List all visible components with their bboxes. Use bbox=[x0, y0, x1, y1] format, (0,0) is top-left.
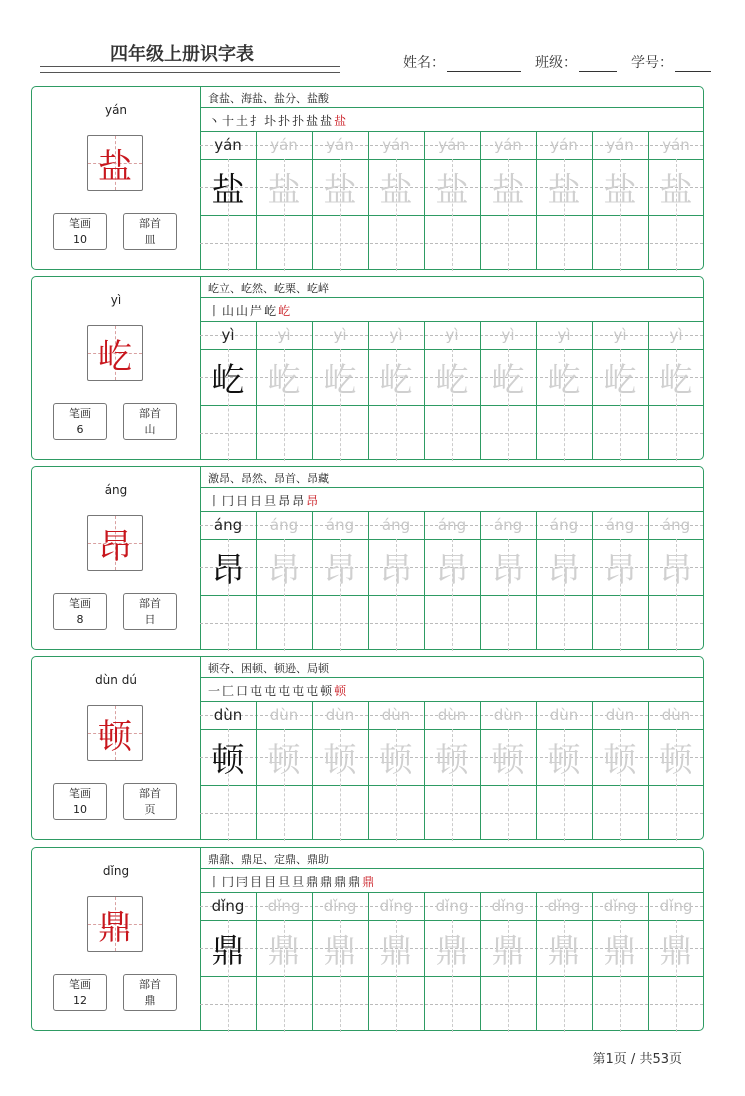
stroke-count-label: 笔画 bbox=[69, 217, 91, 230]
radical-box bbox=[123, 783, 177, 820]
stroke-step: 鼎 bbox=[348, 875, 363, 889]
stroke-step: 丨 bbox=[208, 304, 223, 318]
main-character: 顿 bbox=[98, 716, 132, 757]
character-card bbox=[31, 656, 704, 840]
practice-pinyin: yì bbox=[277, 326, 291, 344]
grid-line bbox=[200, 297, 703, 298]
stroke-step: 口 bbox=[236, 684, 251, 698]
radical-value: 日 bbox=[144, 613, 156, 626]
practice-character: 顿 bbox=[659, 739, 693, 779]
practice-pinyin: áng bbox=[661, 516, 691, 534]
practice-character: 昂 bbox=[603, 549, 637, 589]
character-pinyin: yì bbox=[110, 293, 122, 307]
practice-character: 屹 bbox=[267, 359, 301, 399]
radical-label: 部首 bbox=[139, 597, 161, 610]
practice-pinyin: yán bbox=[550, 136, 578, 154]
practice-character: 屹 bbox=[211, 359, 245, 399]
stroke-step: 屯 bbox=[292, 684, 307, 698]
stroke-step: 鼎 bbox=[362, 875, 377, 889]
student-info bbox=[403, 52, 711, 72]
radical-value: 鼎 bbox=[144, 994, 156, 1007]
name-label: 姓名： bbox=[403, 55, 445, 71]
practice-character: 屹 bbox=[659, 359, 693, 399]
practice-pinyin: áng bbox=[213, 516, 243, 534]
character-box bbox=[87, 325, 143, 381]
stroke-count-value: 10 bbox=[73, 803, 87, 816]
practice-pinyin: áng bbox=[437, 516, 467, 534]
practice-pinyin: dùn bbox=[381, 706, 411, 724]
stroke-step: 丨 bbox=[208, 494, 223, 508]
stroke-step: 鼎 bbox=[306, 875, 321, 889]
practice-character: 盐 bbox=[211, 169, 245, 209]
practice-character: 盐 bbox=[547, 169, 581, 209]
practice-pinyin: yì bbox=[333, 326, 347, 344]
practice-character: 盐 bbox=[435, 169, 469, 209]
practice-pinyin: dǐng bbox=[659, 897, 693, 915]
practice-pinyin: dǐng bbox=[435, 897, 469, 915]
page-title: 四年级上册识字表 bbox=[110, 44, 254, 65]
practice-character: 屹 bbox=[491, 359, 525, 399]
practice-character: 顿 bbox=[491, 739, 525, 779]
stroke-step: 丨 bbox=[208, 875, 223, 889]
practice-character: 盐 bbox=[323, 169, 357, 209]
stroke-step: 顿 bbox=[334, 684, 349, 698]
practice-character: 屹 bbox=[603, 359, 637, 399]
practice-character: 昂 bbox=[491, 549, 525, 589]
stroke-step: 鼎 bbox=[320, 875, 335, 889]
stroke-count-label: 笔画 bbox=[69, 978, 91, 991]
character-box bbox=[87, 705, 143, 761]
practice-pinyin: dǐng bbox=[323, 897, 357, 915]
grid-line bbox=[200, 677, 703, 678]
stroke-count-label: 笔画 bbox=[69, 787, 91, 800]
stroke-step: 屹 bbox=[264, 304, 279, 318]
practice-pinyin: dǐng bbox=[211, 897, 245, 915]
practice-pinyin: áng bbox=[549, 516, 579, 534]
practice-character: 鼎 bbox=[267, 930, 301, 970]
stroke-step: 旦 bbox=[292, 875, 307, 889]
practice-character: 盐 bbox=[491, 169, 525, 209]
radical-box bbox=[123, 213, 177, 250]
main-character: 鼎 bbox=[98, 907, 132, 948]
stroke-step: 昂 bbox=[306, 494, 321, 508]
practice-character: 鼎 bbox=[211, 930, 245, 970]
character-pinyin: áng bbox=[104, 483, 128, 497]
practice-character: 昂 bbox=[267, 549, 301, 589]
character-card bbox=[31, 847, 704, 1031]
main-character: 昂 bbox=[98, 526, 132, 567]
practice-pinyin: yán bbox=[438, 136, 466, 154]
stroke-step: 日 bbox=[250, 494, 265, 508]
practice-character: 鼎 bbox=[547, 930, 581, 970]
practice-character: 昂 bbox=[547, 549, 581, 589]
character-pinyin: dùn dú bbox=[95, 673, 137, 687]
example-words: 鼎鼐、鼎足、定鼎、鼎助 bbox=[208, 853, 329, 866]
radical-box bbox=[123, 403, 177, 440]
stroke-step: 一 bbox=[208, 684, 223, 698]
practice-pinyin: áng bbox=[269, 516, 299, 534]
stroke-count-value: 12 bbox=[73, 994, 87, 1007]
practice-character: 盐 bbox=[267, 169, 301, 209]
practice-pinyin: yán bbox=[494, 136, 522, 154]
radical-label: 部首 bbox=[139, 217, 161, 230]
stroke-order bbox=[208, 873, 376, 890]
practice-pinyin: yán bbox=[270, 136, 298, 154]
practice-pinyin: dǐng bbox=[603, 897, 637, 915]
stroke-step: 日 bbox=[236, 494, 251, 508]
stroke-order bbox=[208, 302, 292, 319]
stroke-step: 鼎 bbox=[334, 875, 349, 889]
practice-pinyin: dùn bbox=[549, 706, 579, 724]
example-words: 食盐、海盐、盐分、盐酸 bbox=[208, 92, 329, 105]
stroke-step: 冂 bbox=[222, 494, 237, 508]
character-card bbox=[31, 276, 704, 460]
practice-pinyin: yì bbox=[501, 326, 515, 344]
practice-pinyin: dùn bbox=[437, 706, 467, 724]
stroke-step: 冂 bbox=[222, 875, 237, 889]
page-footer: 第1页 / 共53页 bbox=[592, 1052, 682, 1067]
character-card bbox=[31, 86, 704, 270]
stroke-step: 昂 bbox=[292, 494, 307, 508]
practice-pinyin: dǐng bbox=[267, 897, 301, 915]
practice-character: 昂 bbox=[211, 549, 245, 589]
practice-character: 顿 bbox=[603, 739, 637, 779]
practice-character: 昂 bbox=[323, 549, 357, 589]
stroke-count-value: 6 bbox=[76, 423, 84, 436]
practice-pinyin: yán bbox=[606, 136, 634, 154]
practice-character: 鼎 bbox=[435, 930, 469, 970]
stroke-step: 顿 bbox=[320, 684, 335, 698]
radical-box bbox=[123, 593, 177, 630]
practice-pinyin: yì bbox=[669, 326, 683, 344]
practice-pinyin: dùn bbox=[213, 706, 243, 724]
grid-line bbox=[200, 107, 703, 108]
character-info-panel bbox=[32, 657, 201, 839]
practice-pinyin: dǐng bbox=[547, 897, 581, 915]
practice-pinyin: yán bbox=[326, 136, 354, 154]
practice-character: 顿 bbox=[379, 739, 413, 779]
practice-pinyin: yán bbox=[214, 136, 242, 154]
practice-character: 盐 bbox=[659, 169, 693, 209]
stroke-step: 山 bbox=[236, 304, 251, 318]
practice-character: 鼎 bbox=[491, 930, 525, 970]
character-pinyin: dǐng bbox=[102, 864, 130, 878]
name-field[interactable] bbox=[447, 57, 521, 72]
character-info-panel bbox=[32, 277, 201, 459]
stroke-step: 十 bbox=[222, 114, 237, 128]
practice-pinyin: yán bbox=[382, 136, 410, 154]
practice-character: 鼎 bbox=[379, 930, 413, 970]
stroke-step: 屯 bbox=[264, 684, 279, 698]
stroke-step: 丶 bbox=[208, 114, 223, 128]
practice-pinyin: áng bbox=[381, 516, 411, 534]
practice-pinyin: áng bbox=[493, 516, 523, 534]
practice-character: 屹 bbox=[547, 359, 581, 399]
example-words: 激昂、昂然、昂首、昂藏 bbox=[208, 472, 329, 485]
stroke-step: 屯 bbox=[250, 684, 265, 698]
radical-label: 部首 bbox=[139, 978, 161, 991]
practice-character: 顿 bbox=[267, 739, 301, 779]
practice-pinyin: yì bbox=[557, 326, 571, 344]
main-character: 盐 bbox=[98, 146, 132, 187]
stroke-step: 匚 bbox=[222, 684, 237, 698]
stroke-step: 屵 bbox=[250, 304, 265, 318]
main-character: 屹 bbox=[98, 336, 132, 377]
radical-box bbox=[123, 974, 177, 1011]
stroke-step: 目 bbox=[264, 875, 279, 889]
character-box bbox=[87, 515, 143, 571]
class-field[interactable] bbox=[579, 57, 617, 72]
id-label: 学号： bbox=[631, 55, 673, 71]
stroke-count-label: 笔画 bbox=[69, 597, 91, 610]
character-info-panel bbox=[32, 848, 201, 1030]
character-info-panel bbox=[32, 87, 201, 269]
stroke-step: 屯 bbox=[306, 684, 321, 698]
stroke-count-value: 8 bbox=[76, 613, 84, 626]
practice-pinyin: yì bbox=[445, 326, 459, 344]
practice-pinyin: yì bbox=[389, 326, 403, 344]
stroke-step: 土 bbox=[236, 114, 251, 128]
stroke-step: 目 bbox=[250, 875, 265, 889]
stroke-step: 圤 bbox=[264, 114, 279, 128]
radical-value: 山 bbox=[144, 423, 156, 436]
grid-line bbox=[200, 487, 703, 488]
id-field[interactable] bbox=[675, 57, 711, 72]
practice-pinyin: dùn bbox=[493, 706, 523, 724]
practice-character: 昂 bbox=[659, 549, 693, 589]
practice-character: 顿 bbox=[211, 739, 245, 779]
stroke-step: 扌 bbox=[250, 114, 265, 128]
stroke-step: 盐 bbox=[320, 114, 335, 128]
stroke-count-box bbox=[53, 783, 107, 820]
practice-pinyin: yì bbox=[613, 326, 627, 344]
title-rule bbox=[40, 66, 340, 73]
stroke-step: 扑 bbox=[292, 114, 307, 128]
practice-pinyin: dùn bbox=[325, 706, 355, 724]
character-card bbox=[31, 466, 704, 650]
practice-pinyin: yì bbox=[221, 326, 235, 344]
stroke-order bbox=[208, 492, 320, 509]
practice-pinyin: dùn bbox=[269, 706, 299, 724]
stroke-order bbox=[208, 682, 348, 699]
stroke-count-box bbox=[53, 213, 107, 250]
stroke-order bbox=[208, 112, 348, 129]
grid-line bbox=[200, 868, 703, 869]
practice-pinyin: yán bbox=[662, 136, 690, 154]
practice-character: 屹 bbox=[323, 359, 357, 399]
stroke-step: 山 bbox=[222, 304, 237, 318]
stroke-count-value: 10 bbox=[73, 233, 87, 246]
practice-character: 昂 bbox=[379, 549, 413, 589]
practice-character: 屹 bbox=[379, 359, 413, 399]
stroke-step: 屹 bbox=[278, 304, 293, 318]
practice-pinyin: áng bbox=[325, 516, 355, 534]
practice-character: 顿 bbox=[323, 739, 357, 779]
stroke-count-label: 笔画 bbox=[69, 407, 91, 420]
practice-character: 顿 bbox=[547, 739, 581, 779]
character-info-panel bbox=[32, 467, 201, 649]
stroke-step: 旦 bbox=[264, 494, 279, 508]
practice-pinyin: dǐng bbox=[491, 897, 525, 915]
practice-character: 鼎 bbox=[659, 930, 693, 970]
stroke-step: 扑 bbox=[278, 114, 293, 128]
practice-pinyin: dùn bbox=[661, 706, 691, 724]
stroke-count-box bbox=[53, 974, 107, 1011]
practice-character: 鼎 bbox=[603, 930, 637, 970]
radical-value: 皿 bbox=[144, 233, 156, 246]
example-words: 顿夺、困顿、顿逊、局顿 bbox=[208, 662, 329, 675]
radical-label: 部首 bbox=[139, 787, 161, 800]
radical-label: 部首 bbox=[139, 407, 161, 420]
example-words: 屹立、屹然、屹栗、屹崪 bbox=[208, 282, 329, 295]
stroke-count-box bbox=[53, 593, 107, 630]
stroke-step: 昂 bbox=[278, 494, 293, 508]
stroke-step: 盐 bbox=[334, 114, 349, 128]
character-box bbox=[87, 896, 143, 952]
practice-character: 盐 bbox=[603, 169, 637, 209]
radical-value: 页 bbox=[144, 803, 156, 816]
practice-pinyin: dǐng bbox=[379, 897, 413, 915]
practice-pinyin: dùn bbox=[605, 706, 635, 724]
stroke-step: 屯 bbox=[278, 684, 293, 698]
practice-character: 屹 bbox=[435, 359, 469, 399]
stroke-step: 旦 bbox=[278, 875, 293, 889]
practice-character: 鼎 bbox=[323, 930, 357, 970]
class-label: 班级： bbox=[535, 55, 577, 71]
stroke-count-box bbox=[53, 403, 107, 440]
character-box bbox=[87, 135, 143, 191]
stroke-step: 盐 bbox=[306, 114, 321, 128]
stroke-step: 冃 bbox=[236, 875, 251, 889]
character-pinyin: yán bbox=[104, 103, 128, 117]
practice-character: 昂 bbox=[435, 549, 469, 589]
practice-character: 盐 bbox=[379, 169, 413, 209]
practice-character: 顿 bbox=[435, 739, 469, 779]
practice-pinyin: áng bbox=[605, 516, 635, 534]
